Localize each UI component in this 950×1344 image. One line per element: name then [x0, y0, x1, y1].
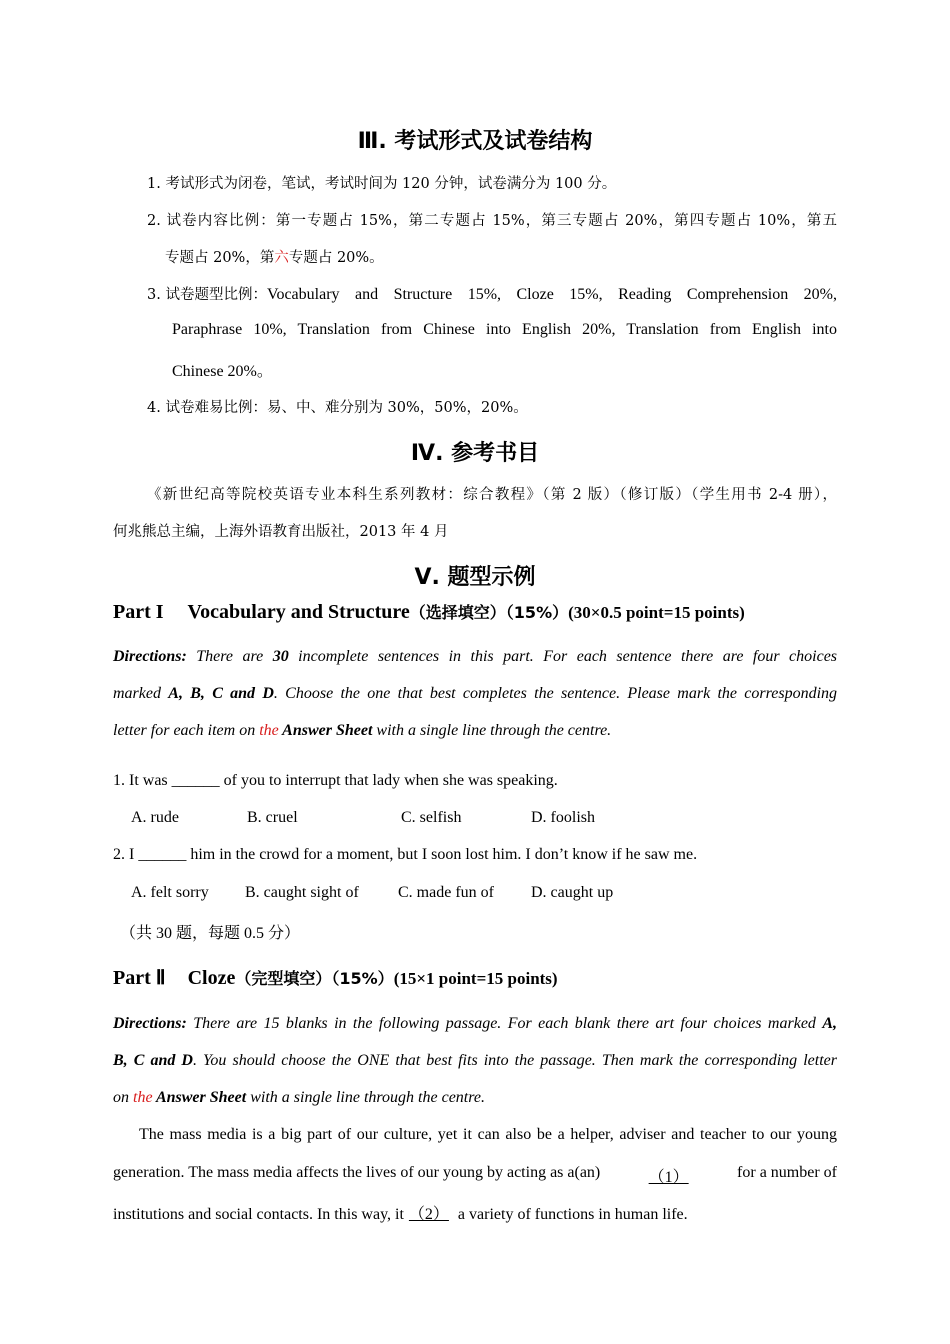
sec3-item-3-line1: 3. 试卷题型比例： Vocabulary and Structure 15%, Cloze 15%, Reading Comprehension 20%, — [147, 286, 837, 303]
sec3-item-3-line2: Paraphrase 10%, Translation from Chinese into English 20%, Translation from English into — [172, 321, 837, 338]
cloze-passage-line1: The mass media is a big part of our culture, yet it can also be a helper, adviser and teacher to our young — [139, 1126, 837, 1143]
blank-1: （1） — [648, 1169, 689, 1186]
part-1-directions-line1: Directions: There are 30 incomplete sentences in this part. For each sentence there are four choices — [113, 648, 838, 665]
part-2-directions-line1: Directions: There are 15 blanks in the following passage. For each blank there art four choices marked A, — [113, 1015, 837, 1032]
q2-option-a: A. felt sorry — [131, 884, 209, 901]
sec3-item-4: 4. 试卷难易比例：易、中、难分别为 30%，50%，20%。 — [147, 400, 528, 416]
part-2-directions-line3: on the Answer Sheet with a single line through the centre. — [113, 1089, 485, 1106]
sec3-item-2-line2: 专题占 20%，第六专题占 20%。 — [165, 250, 384, 266]
cloze-passage-line2: generation. The mass media affects the lives of our young by acting as a(an) （1） for a number of — [113, 1164, 837, 1186]
q1-option-d: D. foolish — [531, 809, 595, 826]
part-2-directions-line2: B, C and D. You should choose the ONE that best fits into the passage. Then mark the corresponding letter — [113, 1052, 837, 1069]
highlight-text: 六 — [274, 250, 289, 266]
q1-option-c: C. selfish — [401, 809, 462, 826]
blank-2: （2） — [408, 1206, 449, 1223]
question-1: 1. It was ______ of you to interrupt that lady when she was speaking. — [113, 772, 558, 789]
cloze-passage-line3: institutions and social contacts. In this way, it （2） a variety of functions in human life. — [113, 1201, 688, 1224]
q2-option-c: C. made fun of — [398, 884, 494, 901]
sec3-item-3-line3: Chinese 20%。 — [172, 363, 273, 380]
sec3-item-1: 1. 考试形式为闭卷，笔试，考试时间为 120 分钟，试卷满分为 100 分。 — [147, 176, 617, 192]
reference-book-line2: 何兆熊总主编，上海外语教育出版社，2013 年 4 月 — [113, 524, 449, 540]
sec3-item-2-line1: 2. 试卷内容比例：第一专题占 15%，第二专题占 15%，第三专题占 20%，第四专题占 10%，第五 — [147, 213, 837, 229]
q1-option-a: A. rude — [131, 809, 179, 826]
part-1-note: （共 30 题，每题 0.5 分） — [120, 925, 301, 942]
part-1-directions-line3: letter for each item on the Answer Sheet with a single line through the centre. — [113, 722, 612, 739]
section-4-title: Ⅳ. 参考书目 — [410, 441, 540, 466]
q2-option-b: B. caught sight of — [245, 884, 359, 901]
part-2-heading: Part Ⅱ Cloze（完型填空）（15%）(15×1 point=15 points) — [113, 967, 558, 989]
section-5-title: Ⅴ. 题型示例 — [414, 565, 536, 590]
question-2: 2. I ______ him in the crowd for a moment, but I soon lost him. I don’t know if he saw me. — [113, 846, 698, 863]
q2-option-d: D. caught up — [531, 884, 614, 901]
part-1-directions-line2: marked A, B, C and D. Choose the one that best completes the sentence. Please mark the corresponding — [113, 685, 838, 702]
reference-book-line1: 《新世纪高等院校英语专业本科生系列教材：综合教程》（第 2 版）（修订版）（学生用书 2-4 册）， — [147, 487, 837, 503]
section-3-title: Ⅲ. 考试形式及试卷结构 — [357, 129, 593, 154]
q1-option-b: B. cruel — [247, 809, 298, 826]
part-1-heading: Part I Vocabulary and Structure（选择填空）（15%）(30×0.5 point=15 points) — [113, 601, 745, 623]
